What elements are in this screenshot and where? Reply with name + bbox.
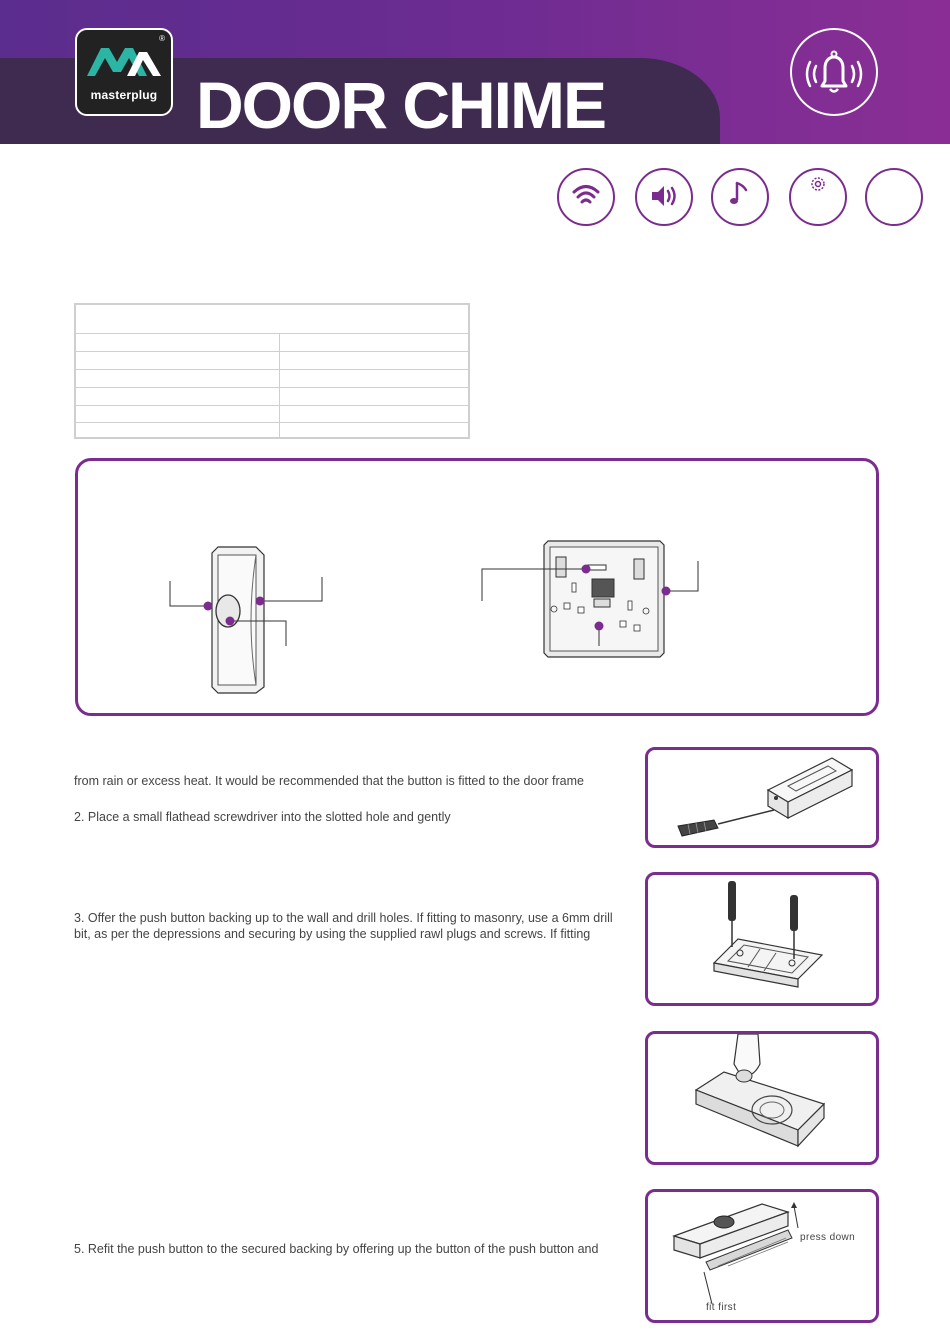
table-row xyxy=(76,369,468,370)
table-column-divider xyxy=(279,333,280,437)
callout-dot xyxy=(582,565,591,574)
step-1-text: from rain or excess heat. It would be recommended that the button is fitted to the door frame xyxy=(74,774,584,788)
page-title: DOOR CHIME xyxy=(196,68,605,142)
step-2-text: 2. Place a small flathead screwdriver into the slotted hole and gently xyxy=(74,810,451,824)
callout-dot xyxy=(226,617,235,626)
bell-badge xyxy=(790,28,878,116)
figure-open-button xyxy=(645,747,879,848)
table-row xyxy=(76,387,468,388)
logo-registered-mark: ® xyxy=(159,34,165,43)
feature-wireless xyxy=(557,168,615,226)
specification-table xyxy=(74,303,470,439)
table-row xyxy=(76,422,468,423)
step-5-text: 5. Refit the push button to the secured backing by offering up the button of the push button and xyxy=(74,1242,599,1256)
kit-contents-panel xyxy=(75,458,879,716)
callout-dot xyxy=(256,597,265,606)
callout-dot xyxy=(595,622,604,631)
figure-fix-backing xyxy=(645,872,879,1006)
callout-dot xyxy=(204,602,213,611)
logo-mark-icon xyxy=(77,30,171,86)
chime-plug-unit-illustration xyxy=(544,541,664,657)
bell-icon xyxy=(792,30,876,114)
battery-insert-illustration xyxy=(648,1034,876,1162)
volume-icon xyxy=(637,170,691,224)
kit-illustration xyxy=(78,461,876,713)
logo-wordmark: masterplug xyxy=(90,88,158,102)
figure-refit-button xyxy=(645,1189,879,1323)
table-row xyxy=(76,405,468,406)
settings-icon xyxy=(791,170,845,224)
feature-settings xyxy=(789,168,847,226)
table-row xyxy=(76,333,468,334)
press-down-label: press down xyxy=(800,1232,856,1243)
wireless-icon xyxy=(559,170,613,224)
blank-feature-icon xyxy=(865,168,923,226)
table-row xyxy=(76,351,468,352)
step-3-text-line-1: 3. Offer the push button backing up to the wall and drill holes. If fitting to masonry, use a 6mm drill xyxy=(74,911,613,925)
push-button-illustration xyxy=(212,547,264,693)
figure-battery xyxy=(645,1031,879,1165)
callout-dot xyxy=(662,587,671,596)
feature-volume xyxy=(635,168,693,226)
feature-melody xyxy=(711,168,769,226)
step-3-text-line-2: bit, as per the depressions and securing by using the supplied rawl plugs and screws. If fitting xyxy=(74,927,591,941)
music-note-icon xyxy=(713,170,767,224)
refit-button-illustration xyxy=(648,1192,876,1320)
fit-first-label: fit first xyxy=(706,1302,737,1313)
brand-logo xyxy=(75,28,173,116)
backing-screws-illustration xyxy=(648,875,876,1003)
screwdriver-open-illustration xyxy=(648,750,876,845)
